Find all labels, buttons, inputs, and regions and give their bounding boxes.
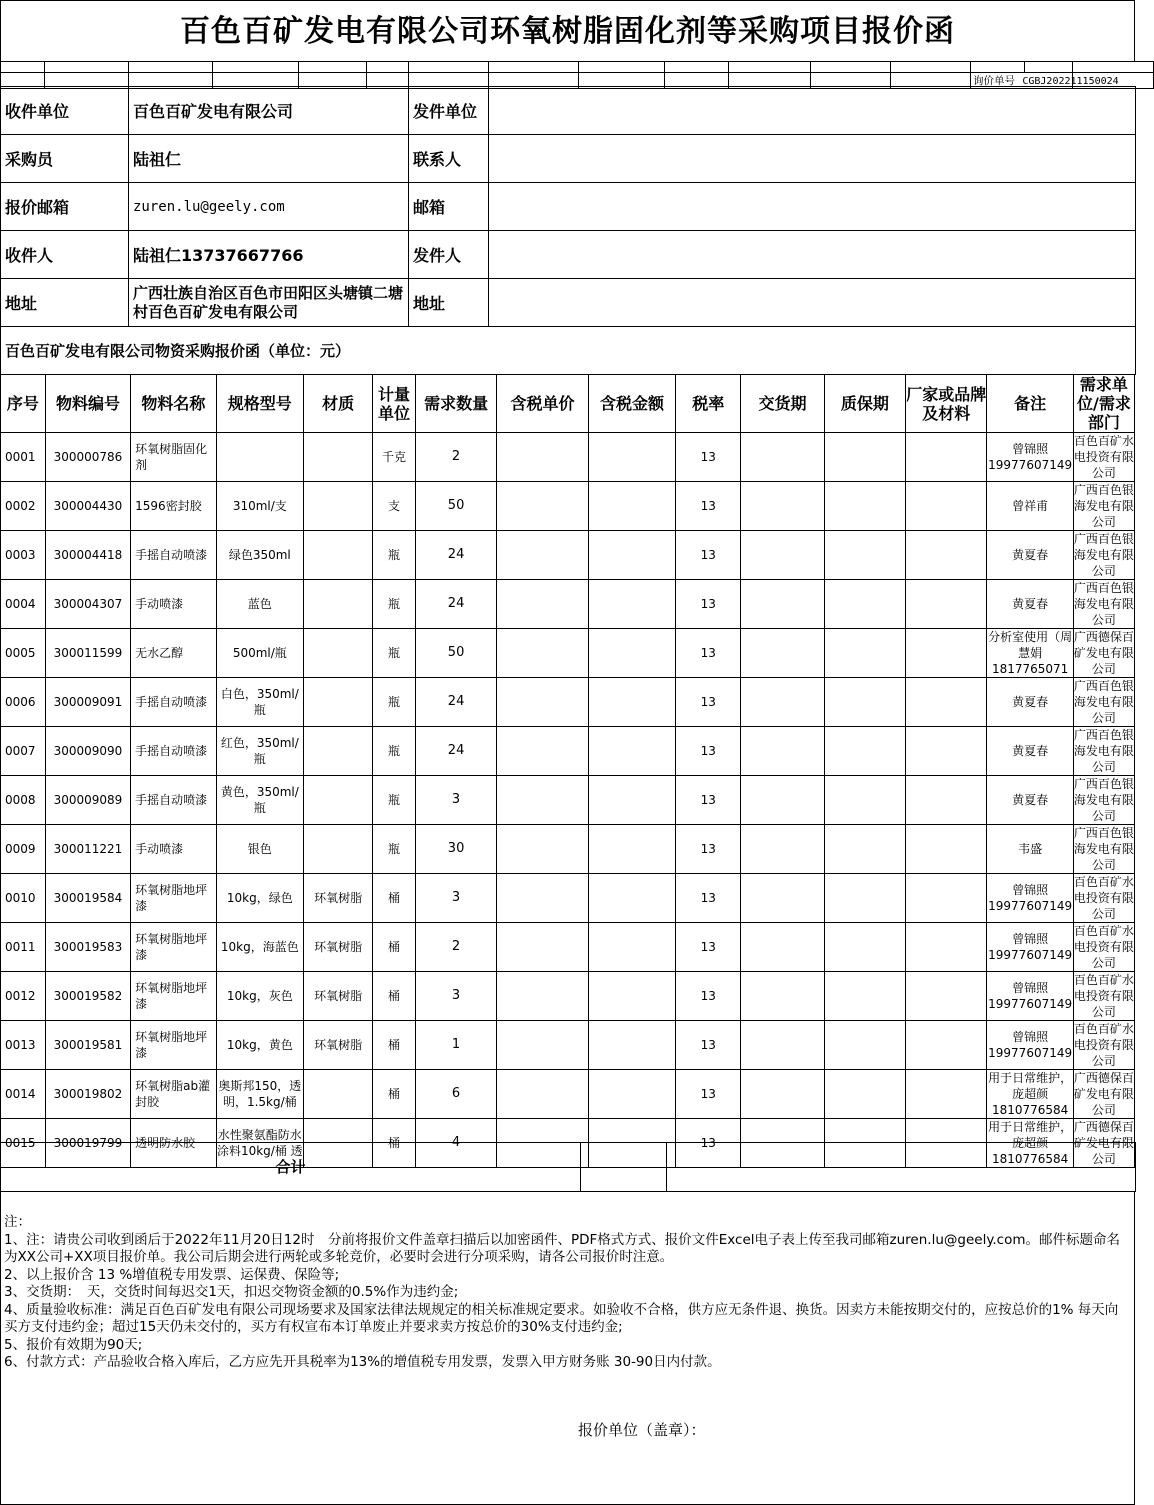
item-dept: 广西百色银海发电有限公司	[1073, 581, 1134, 627]
item-brand[interactable]	[906, 580, 987, 629]
inquiry-row	[0, 61, 1154, 89]
label-recipient-company: 收件单位	[1, 87, 129, 135]
table-row	[1, 1070, 1135, 1119]
item-remark: 用于日常维护，庞超颜1810776584	[988, 1120, 1073, 1166]
item-tax-rate: 13	[676, 874, 741, 923]
item-unit: 桶	[373, 923, 416, 972]
item-qty: 2	[415, 433, 496, 482]
item-qty: 2	[415, 923, 496, 972]
item-code: 300004418	[45, 531, 130, 580]
total-row	[0, 1142, 1136, 1192]
item-spec: 银色	[216, 825, 303, 874]
item-remark: 黄夏春	[987, 678, 1073, 727]
label-recipient: 收件人	[1, 231, 129, 279]
item-dept: 广西百色银海发电有限公司	[1073, 777, 1134, 823]
item-code: 300019583	[45, 923, 130, 972]
item-unit-price[interactable]	[497, 629, 589, 678]
item-tax-rate: 13	[676, 776, 741, 825]
item-unit-price[interactable]	[497, 678, 589, 727]
item-remark: 曾锦照19977607149	[987, 874, 1073, 923]
item-amount[interactable]	[588, 727, 675, 776]
item-amount[interactable]	[588, 580, 675, 629]
item-material	[304, 629, 373, 678]
note-line: 2、以上报价含 13 %增值税专用发票、运保费、保险等;	[4, 1266, 340, 1283]
item-delivery[interactable]	[741, 1070, 824, 1119]
note-line: 4、质量验收标准：满足百色百矿发电有限公司现场要求及国家法律法规规定的相关标准规定要求。如验收不合格，供方应无条件退、换货。因卖方未能按期交付的，应按总价的1% 每天向买方支付违约金；超过15天仍未交付的，买方有权宣布本订单废止并要求卖方按总价的30%支付违约金;	[4, 1301, 1119, 1335]
page-title: 百色百矿发电有限公司环氧树脂固化剂等采购项目报价函	[0, 0, 1135, 62]
item-delivery[interactable]	[741, 874, 824, 923]
item-remark: 曾锦照19977607149	[987, 433, 1073, 482]
item-code: 300000786	[45, 433, 130, 482]
item-name: 环氧树脂ab灌封胶	[131, 1070, 216, 1119]
item-material	[304, 727, 373, 776]
table-row	[1, 776, 1135, 825]
header-info	[0, 86, 1136, 375]
item-unit-price[interactable]	[497, 433, 589, 482]
col-header: 序号	[1, 375, 46, 433]
item-warranty[interactable]	[824, 531, 905, 580]
item-unit: 桶	[373, 972, 416, 1021]
table-row	[1, 923, 1135, 972]
item-name: 手摇自动喷漆	[131, 776, 216, 825]
item-code: 300019799	[45, 1119, 130, 1168]
total-blank	[667, 1143, 1136, 1192]
note-line: 3、交货期： 天，交货时间每迟交1天，扣迟交物资金额的0.5%作为违约金;	[4, 1284, 459, 1300]
item-dept: 百色百矿水电投资有限公司	[1073, 434, 1134, 480]
col-header: 厂家或品牌及材料	[906, 375, 987, 433]
total-label: 合计	[1, 1143, 581, 1192]
item-tax-rate: 13	[676, 433, 741, 482]
item-qty: 24	[415, 727, 496, 776]
note-line: 1、注：请贵公司收到函后于2022年11月20日12时 分前将报价文件盖章扫描后以加密函件、PDF格式方式、报价文件Excel电子表上传至我司邮箱zuren.lu@geely.com。邮件标题命名为XX公司+XX项目报价单。我公司后期会进行两轮或多轮竞价，必要时会进行分项采购，请各公司报价时注意。	[4, 1231, 1121, 1265]
item-warranty[interactable]	[824, 825, 905, 874]
item-unit: 桶	[373, 1119, 416, 1168]
item-spec: 奥斯邦150，透明，1.5kg/桶	[216, 1070, 303, 1119]
table-row	[1, 727, 1135, 776]
item-material: 环氧树脂	[304, 972, 373, 1021]
item-unit: 桶	[373, 1070, 416, 1119]
item-amount[interactable]	[588, 531, 675, 580]
item-amount[interactable]	[588, 972, 675, 1021]
item-code: 300019582	[45, 972, 130, 1021]
item-dept: 广西德保百矿发电有限公司	[1073, 1120, 1134, 1166]
item-remark: 曾锦照19977607149	[987, 972, 1073, 1021]
item-unit: 瓶	[373, 727, 416, 776]
item-material	[304, 1070, 373, 1119]
item-code: 300004430	[45, 482, 130, 531]
item-qty: 3	[415, 972, 496, 1021]
item-brand[interactable]	[906, 825, 987, 874]
item-dept: 广西百色银海发电有限公司	[1073, 532, 1134, 578]
value-recipient-company: 百色百矿发电有限公司	[129, 87, 409, 135]
item-tax-rate: 13	[676, 629, 741, 678]
item-unit-price[interactable]	[497, 580, 589, 629]
item-unit-price[interactable]	[497, 482, 589, 531]
value-sender-company[interactable]	[489, 87, 1136, 135]
item-name: 环氧树脂固化剂	[131, 433, 216, 482]
item-qty: 3	[415, 776, 496, 825]
item-no: 0015	[1, 1119, 46, 1168]
item-delivery[interactable]	[741, 1021, 824, 1070]
item-name: 手摇自动喷漆	[131, 531, 216, 580]
item-remark: 分析室使用（周慧娟1817765071	[988, 630, 1073, 676]
table-row	[1, 874, 1135, 923]
item-amount[interactable]	[588, 629, 675, 678]
col-header: 物料名称	[131, 375, 216, 433]
item-remark: 黄夏春	[987, 580, 1073, 629]
item-remark: 曾锦照19977607149	[987, 923, 1073, 972]
col-header: 质保期	[824, 375, 905, 433]
item-name: 环氧树脂地坪漆	[131, 923, 216, 972]
col-header: 材质	[304, 375, 373, 433]
item-tax-rate: 13	[676, 1119, 741, 1168]
label-email: 邮箱	[409, 183, 489, 231]
item-brand[interactable]	[906, 482, 987, 531]
item-dept: 百色百矿水电投资有限公司	[1073, 1022, 1134, 1068]
item-tax-rate: 13	[676, 727, 741, 776]
label-buyer: 采购员	[1, 135, 129, 183]
signature-label: 报价单位（盖章）：	[578, 1421, 706, 1439]
table-row	[1, 1021, 1135, 1070]
item-code: 300019802	[45, 1070, 130, 1119]
item-code: 300004307	[45, 580, 130, 629]
table-row	[1, 825, 1135, 874]
item-warranty[interactable]	[824, 776, 905, 825]
item-remark: 韦盛	[987, 825, 1073, 874]
item-spec: 红色，350ml/瓶	[216, 727, 303, 776]
item-material	[304, 776, 373, 825]
item-material: 环氧树脂	[304, 874, 373, 923]
item-material	[304, 825, 373, 874]
item-no: 0012	[1, 972, 46, 1021]
item-tax-rate: 13	[676, 972, 741, 1021]
item-dept: 百色百矿水电投资有限公司	[1073, 924, 1134, 970]
col-header: 备注	[987, 375, 1073, 433]
label-quote-email: 报价邮箱	[1, 183, 129, 231]
item-no: 0002	[1, 482, 46, 531]
item-brand[interactable]	[906, 1070, 987, 1119]
item-qty: 4	[415, 1119, 496, 1168]
notes-section	[0, 1191, 1135, 1505]
item-warranty[interactable]	[824, 1070, 905, 1119]
col-header: 规格型号	[216, 375, 303, 433]
item-material	[304, 531, 373, 580]
item-brand[interactable]	[906, 972, 987, 1021]
item-unit: 桶	[373, 1021, 416, 1070]
item-unit: 瓶	[373, 531, 416, 580]
item-brand[interactable]	[906, 874, 987, 923]
item-unit: 千克	[373, 433, 416, 482]
item-delivery[interactable]	[741, 629, 824, 678]
item-name: 环氧树脂地坪漆	[131, 1021, 216, 1070]
value-sender[interactable]	[489, 231, 1136, 279]
item-unit: 瓶	[373, 678, 416, 727]
item-warranty[interactable]	[824, 1021, 905, 1070]
total-amount[interactable]	[581, 1143, 667, 1192]
col-header: 交货期	[741, 375, 824, 433]
item-unit-price[interactable]	[497, 923, 589, 972]
item-warranty[interactable]	[824, 629, 905, 678]
col-header: 含税单价	[497, 375, 589, 433]
table-row	[1, 629, 1135, 678]
item-delivery[interactable]	[741, 531, 824, 580]
table-row	[1, 433, 1135, 482]
item-spec: 白色，350ml/瓶	[216, 678, 303, 727]
item-brand[interactable]	[906, 433, 987, 482]
item-unit: 瓶	[373, 629, 416, 678]
item-amount[interactable]	[588, 678, 675, 727]
item-brand[interactable]	[906, 727, 987, 776]
item-unit: 瓶	[373, 825, 416, 874]
item-delivery[interactable]	[741, 433, 824, 482]
item-no: 0001	[1, 433, 46, 482]
label-contact: 联系人	[409, 135, 489, 183]
item-name: 1596密封胶	[131, 482, 216, 531]
item-spec: 10kg，灰色	[216, 972, 303, 1021]
inquiry-label: 询价单号	[973, 75, 1015, 87]
item-tax-rate: 13	[676, 678, 741, 727]
item-amount[interactable]	[588, 482, 675, 531]
item-qty: 50	[415, 629, 496, 678]
item-warranty[interactable]	[824, 727, 905, 776]
item-tax-rate: 13	[676, 923, 741, 972]
item-tax-rate: 13	[676, 482, 741, 531]
item-spec: 10kg，海蓝色	[216, 923, 303, 972]
item-tax-rate: 13	[676, 825, 741, 874]
item-qty: 3	[415, 874, 496, 923]
note-line: 6、付款方式：产品验收合格入库后，乙方应先开具税率为13%的增值税专用发票，发票入甲方财务账 30-90日内付款。	[4, 1354, 721, 1370]
item-brand[interactable]	[906, 923, 987, 972]
item-unit: 瓶	[373, 776, 416, 825]
item-tax-rate: 13	[676, 1070, 741, 1119]
item-code: 300019584	[45, 874, 130, 923]
item-code: 300011599	[45, 629, 130, 678]
item-spec: 310ml/支	[216, 482, 303, 531]
item-material	[304, 482, 373, 531]
item-no: 0014	[1, 1070, 46, 1119]
item-remark: 曾锦照19977607149	[987, 1021, 1073, 1070]
item-name: 环氧树脂地坪漆	[131, 874, 216, 923]
item-no: 0008	[1, 776, 46, 825]
item-warranty[interactable]	[824, 482, 905, 531]
item-amount[interactable]	[588, 923, 675, 972]
value-buyer: 陆祖仁	[129, 135, 409, 183]
label-sender-company: 发件单位	[409, 87, 489, 135]
item-qty: 24	[415, 678, 496, 727]
table-row	[1, 482, 1135, 531]
item-no: 0011	[1, 923, 46, 972]
item-no: 0006	[1, 678, 46, 727]
items-table	[0, 374, 1135, 1168]
item-brand[interactable]	[906, 776, 987, 825]
item-qty: 50	[415, 482, 496, 531]
item-no: 0009	[1, 825, 46, 874]
item-tax-rate: 13	[676, 531, 741, 580]
item-qty: 24	[415, 580, 496, 629]
item-warranty[interactable]	[824, 433, 905, 482]
item-delivery[interactable]	[741, 825, 824, 874]
item-dept: 广西百色银海发电有限公司	[1073, 728, 1134, 774]
item-warranty[interactable]	[824, 923, 905, 972]
item-qty: 1	[415, 1021, 496, 1070]
item-qty: 24	[415, 531, 496, 580]
item-name: 无水乙醇	[131, 629, 216, 678]
item-remark: 黄夏春	[987, 727, 1073, 776]
item-dept: 广西百色银海发电有限公司	[1073, 826, 1134, 872]
item-amount[interactable]	[588, 1070, 675, 1119]
item-no: 0013	[1, 1021, 46, 1070]
item-dept: 广西德保百矿发电有限公司	[1073, 1071, 1134, 1117]
section-title: 百色百矿发电有限公司物资采购报价函（单位：元）	[1, 327, 1136, 375]
item-qty: 30	[415, 825, 496, 874]
value-sender-address[interactable]	[489, 279, 1136, 327]
item-no: 0004	[1, 580, 46, 629]
item-unit-price[interactable]	[497, 1070, 589, 1119]
item-amount[interactable]	[588, 825, 675, 874]
item-no: 0005	[1, 629, 46, 678]
item-qty: 6	[415, 1070, 496, 1119]
item-dept: 百色百矿水电投资有限公司	[1073, 875, 1134, 921]
item-material	[304, 433, 373, 482]
items-header-row	[1, 375, 1135, 433]
item-dept: 广西德保百矿发电有限公司	[1073, 630, 1134, 676]
item-warranty[interactable]	[824, 874, 905, 923]
item-dept: 百色百矿水电投资有限公司	[1073, 973, 1134, 1019]
item-material	[304, 678, 373, 727]
item-code: 300019581	[45, 1021, 130, 1070]
label-sender-address: 地址	[409, 279, 489, 327]
item-amount[interactable]	[588, 874, 675, 923]
table-row	[1, 678, 1135, 727]
col-header: 物料编号	[45, 375, 130, 433]
item-brand[interactable]	[906, 531, 987, 580]
table-row	[1, 972, 1135, 1021]
item-delivery[interactable]	[741, 580, 824, 629]
value-contact[interactable]	[489, 135, 1136, 183]
item-dept: 广西百色银海发电有限公司	[1073, 679, 1134, 725]
item-unit-price[interactable]	[497, 825, 589, 874]
note-line: 5、报价有效期为90天;	[4, 1336, 143, 1353]
item-warranty[interactable]	[824, 580, 905, 629]
item-spec: 绿色350ml	[216, 531, 303, 580]
item-spec: 黄色，350ml/瓶	[216, 776, 303, 825]
item-name: 透明防水胶	[131, 1119, 216, 1168]
item-name: 手动喷漆	[131, 825, 216, 874]
item-name: 环氧树脂地坪漆	[131, 972, 216, 1021]
item-no: 0010	[1, 874, 46, 923]
item-code: 300009091	[45, 678, 130, 727]
item-no: 0003	[1, 531, 46, 580]
col-header: 需求单位/需求部门	[1073, 375, 1134, 433]
item-name: 手摇自动喷漆	[131, 678, 216, 727]
item-spec: 10kg，黄色	[216, 1021, 303, 1070]
item-remark: 黄夏春	[987, 531, 1073, 580]
col-header: 税率	[676, 375, 741, 433]
item-unit-price[interactable]	[497, 1021, 589, 1070]
item-unit-price[interactable]	[497, 972, 589, 1021]
item-material	[304, 580, 373, 629]
item-remark: 曾祥甫	[987, 482, 1073, 531]
item-spec: 蓝色	[216, 580, 303, 629]
value-email[interactable]	[489, 183, 1136, 231]
item-delivery[interactable]	[741, 678, 824, 727]
col-header: 需求数量	[415, 375, 496, 433]
value-recipient: 陆祖仁13737667766	[129, 231, 409, 279]
item-brand[interactable]	[906, 678, 987, 727]
item-code: 300011221	[45, 825, 130, 874]
item-tax-rate: 13	[676, 1021, 741, 1070]
item-unit-price[interactable]	[497, 531, 589, 580]
item-unit-price[interactable]	[497, 874, 589, 923]
item-brand[interactable]	[906, 629, 987, 678]
item-spec	[216, 433, 303, 482]
item-spec: 500ml/瓶	[216, 629, 303, 678]
item-dept: 广西百色银海发电有限公司	[1073, 483, 1134, 529]
item-delivery[interactable]	[741, 923, 824, 972]
value-address: 广西壮族自治区百色市田阳区头塘镇二塘村百色百矿发电有限公司	[129, 279, 409, 327]
label-sender: 发件人	[409, 231, 489, 279]
item-delivery[interactable]	[741, 972, 824, 1021]
col-header: 含税金额	[588, 375, 675, 433]
table-row	[1, 531, 1135, 580]
item-name: 手摇自动喷漆	[131, 727, 216, 776]
item-unit-price[interactable]	[497, 776, 589, 825]
item-brand[interactable]	[906, 1021, 987, 1070]
item-spec: 10kg，绿色	[216, 874, 303, 923]
item-amount[interactable]	[588, 1021, 675, 1070]
item-warranty[interactable]	[824, 678, 905, 727]
item-name: 手动喷漆	[131, 580, 216, 629]
item-unit: 桶	[373, 874, 416, 923]
item-amount[interactable]	[588, 433, 675, 482]
col-header: 计量单位	[373, 375, 416, 433]
value-quote-email: zuren.lu@geely.com	[129, 183, 409, 231]
item-code: 300009090	[45, 727, 130, 776]
label-address: 地址	[1, 279, 129, 327]
item-material: 环氧树脂	[304, 1021, 373, 1070]
item-warranty[interactable]	[824, 972, 905, 1021]
item-remark: 用于日常维护，庞超颜1810776584	[988, 1071, 1073, 1117]
item-no: 0007	[1, 727, 46, 776]
item-unit: 瓶	[373, 580, 416, 629]
inquiry-number: CGBJ202211150024	[1022, 76, 1119, 87]
item-code: 300009089	[45, 776, 130, 825]
item-unit: 支	[373, 482, 416, 531]
note-line: 注：	[4, 1214, 31, 1230]
item-remark: 黄夏春	[987, 776, 1073, 825]
item-material: 环氧树脂	[304, 923, 373, 972]
item-delivery[interactable]	[741, 482, 824, 531]
table-row	[1, 580, 1135, 629]
item-tax-rate: 13	[676, 580, 741, 629]
item-delivery[interactable]	[741, 727, 824, 776]
item-amount[interactable]	[588, 776, 675, 825]
item-spec: 水性聚氨酯防水涂料10kg/桶 透	[216, 1119, 303, 1168]
item-delivery[interactable]	[741, 776, 824, 825]
item-unit-price[interactable]	[497, 727, 589, 776]
